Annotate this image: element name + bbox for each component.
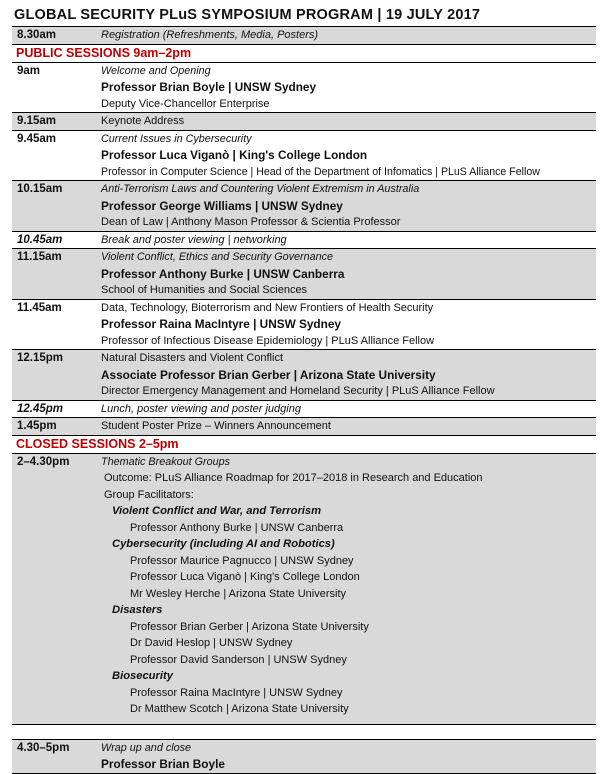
- session-time: 9.45am: [17, 132, 57, 145]
- page-title: GLOBAL SECURITY PLuS SYMPOSIUM PROGRAM | 19 JULY 2017: [12, 4, 596, 27]
- breakout-content: [101, 454, 596, 724]
- session-role: Professor of Infectious Disease Epidemiology | PLuS Alliance Fellow: [101, 334, 435, 347]
- spacer-row: [12, 724, 596, 739]
- session-time: 8.30am: [17, 29, 57, 41]
- break-row: [12, 400, 596, 418]
- session-content: [101, 131, 596, 181]
- group-member: Professor David Sanderson | UNSW Sydney: [130, 653, 347, 666]
- group-member: Mr Wesley Herche | Arizona State University: [130, 587, 347, 600]
- break-title: Lunch, poster viewing and poster judging: [101, 402, 301, 415]
- session-row: [12, 112, 596, 130]
- session-role: Professor in Computer Science | Head of the Department of Infomatics | PLuS Alliance Fellow: [101, 165, 540, 178]
- program-page: [12, 4, 596, 774]
- session-time: 4.30–5pm: [17, 741, 70, 754]
- session-content: [101, 350, 596, 400]
- group-member: Professor Maurice Pagnucco | UNSW Sydney: [130, 554, 354, 567]
- session-row: [12, 349, 596, 400]
- session-title: Natural Disasters and Violent Conflict: [101, 352, 283, 364]
- session-speaker: Professor Raina MacIntyre | UNSW Sydney: [101, 317, 341, 331]
- session-time: 11.15am: [17, 251, 62, 263]
- session-speaker: Associate Professor Brian Gerber | Arizona State University: [101, 367, 436, 382]
- session-speaker: Professor Luca Viganò | King's College London: [101, 148, 368, 162]
- session-title: Wrap up and close: [101, 741, 192, 754]
- session-speaker: Professor Anthony Burke | UNSW Canberra: [101, 266, 345, 281]
- group-member: Professor Raina MacIntyre | UNSW Sydney: [130, 686, 343, 699]
- group-member: Professor Anthony Burke | UNSW Canberra: [130, 521, 344, 534]
- closed-sessions-header: CLOSED SESSIONS 2–5pm: [12, 435, 596, 453]
- breakout-outcome: Outcome: PLuS Alliance Roadmap for 2017–2018 in Research and Education: [104, 472, 483, 484]
- session-content: [101, 63, 596, 113]
- session-row: [12, 62, 596, 113]
- session-row: [12, 130, 596, 181]
- session-role: Dean of Law | Anthony Mason Professor & Scientia Professor: [101, 216, 401, 228]
- group-name: Disasters: [112, 604, 163, 616]
- session-title: Welcome and Opening: [101, 64, 211, 77]
- session-time: 9.15am: [17, 115, 57, 127]
- session-row: [12, 417, 596, 435]
- session-time: 1.45pm: [17, 420, 57, 432]
- session-speaker: Professor Brian Boyle | UNSW Sydney: [101, 80, 317, 94]
- session-role: School of Humanities and Social Sciences: [101, 284, 308, 296]
- session-role: Deputy Vice-Chancellor Enterprise: [101, 97, 270, 110]
- session-time: 9am: [17, 64, 41, 77]
- session-time: 10.15am: [17, 183, 63, 195]
- session-time: 11.45am: [17, 301, 62, 314]
- session-content: [101, 249, 596, 299]
- session-time: 12.45pm: [17, 402, 64, 415]
- session-content: [101, 300, 596, 350]
- session-content: [101, 181, 596, 231]
- session-speaker: Professor George Williams | UNSW Sydney: [101, 198, 343, 213]
- session-title: Violent Conflict, Ethics and Security Governance: [101, 251, 334, 263]
- session-row: [12, 180, 596, 231]
- session-role: Director Emergency Management and Homeland Security | PLuS Alliance Fellow: [101, 385, 495, 397]
- wrapup-row: [12, 739, 596, 774]
- session-title: Anti-Terrorism Laws and Countering Violent Extremism in Australia: [101, 183, 420, 195]
- session-title: Keynote Address: [101, 115, 185, 127]
- session-time: 12.15pm: [17, 352, 64, 364]
- group-name: Biosecurity: [112, 670, 173, 682]
- break-title: Break and poster viewing | networking: [101, 233, 287, 246]
- group-member: Professor Brian Gerber | Arizona State University: [130, 620, 369, 633]
- session-time: 2–4.30pm: [17, 455, 70, 468]
- facilitators-label: Group Facilitators:: [104, 488, 194, 501]
- group-member: Dr David Heslop | UNSW Sydney: [130, 637, 293, 649]
- group-name: Violent Conflict and War, and Terrorism: [112, 505, 322, 517]
- group-member: Professor Luca Viganò | King's College London: [130, 571, 360, 583]
- group-member: Dr Matthew Scotch | Arizona State University: [130, 703, 349, 715]
- session-speaker: Professor Brian Boyle: [101, 757, 225, 771]
- registration-row: [12, 27, 596, 44]
- group-name: Cybersecurity (including AI and Robotics): [112, 538, 335, 550]
- session-title: Student Poster Prize – Winners Announcement: [101, 420, 331, 432]
- break-row: [12, 231, 596, 249]
- session-title: Registration (Refreshments, Media, Posters): [101, 29, 319, 41]
- breakout-row: [12, 453, 596, 724]
- session-title: Thematic Breakout Groups: [101, 455, 231, 468]
- session-title: Data, Technology, Bioterrorism and New Frontiers of Health Security: [101, 301, 434, 314]
- session-row: [12, 248, 596, 299]
- session-row: [12, 299, 596, 350]
- session-time: 10.45am: [17, 233, 63, 246]
- session-content: [101, 740, 596, 773]
- session-title: Current Issues in Cybersecurity: [101, 132, 252, 145]
- public-sessions-header: PUBLIC SESSIONS 9am–2pm: [12, 44, 596, 62]
